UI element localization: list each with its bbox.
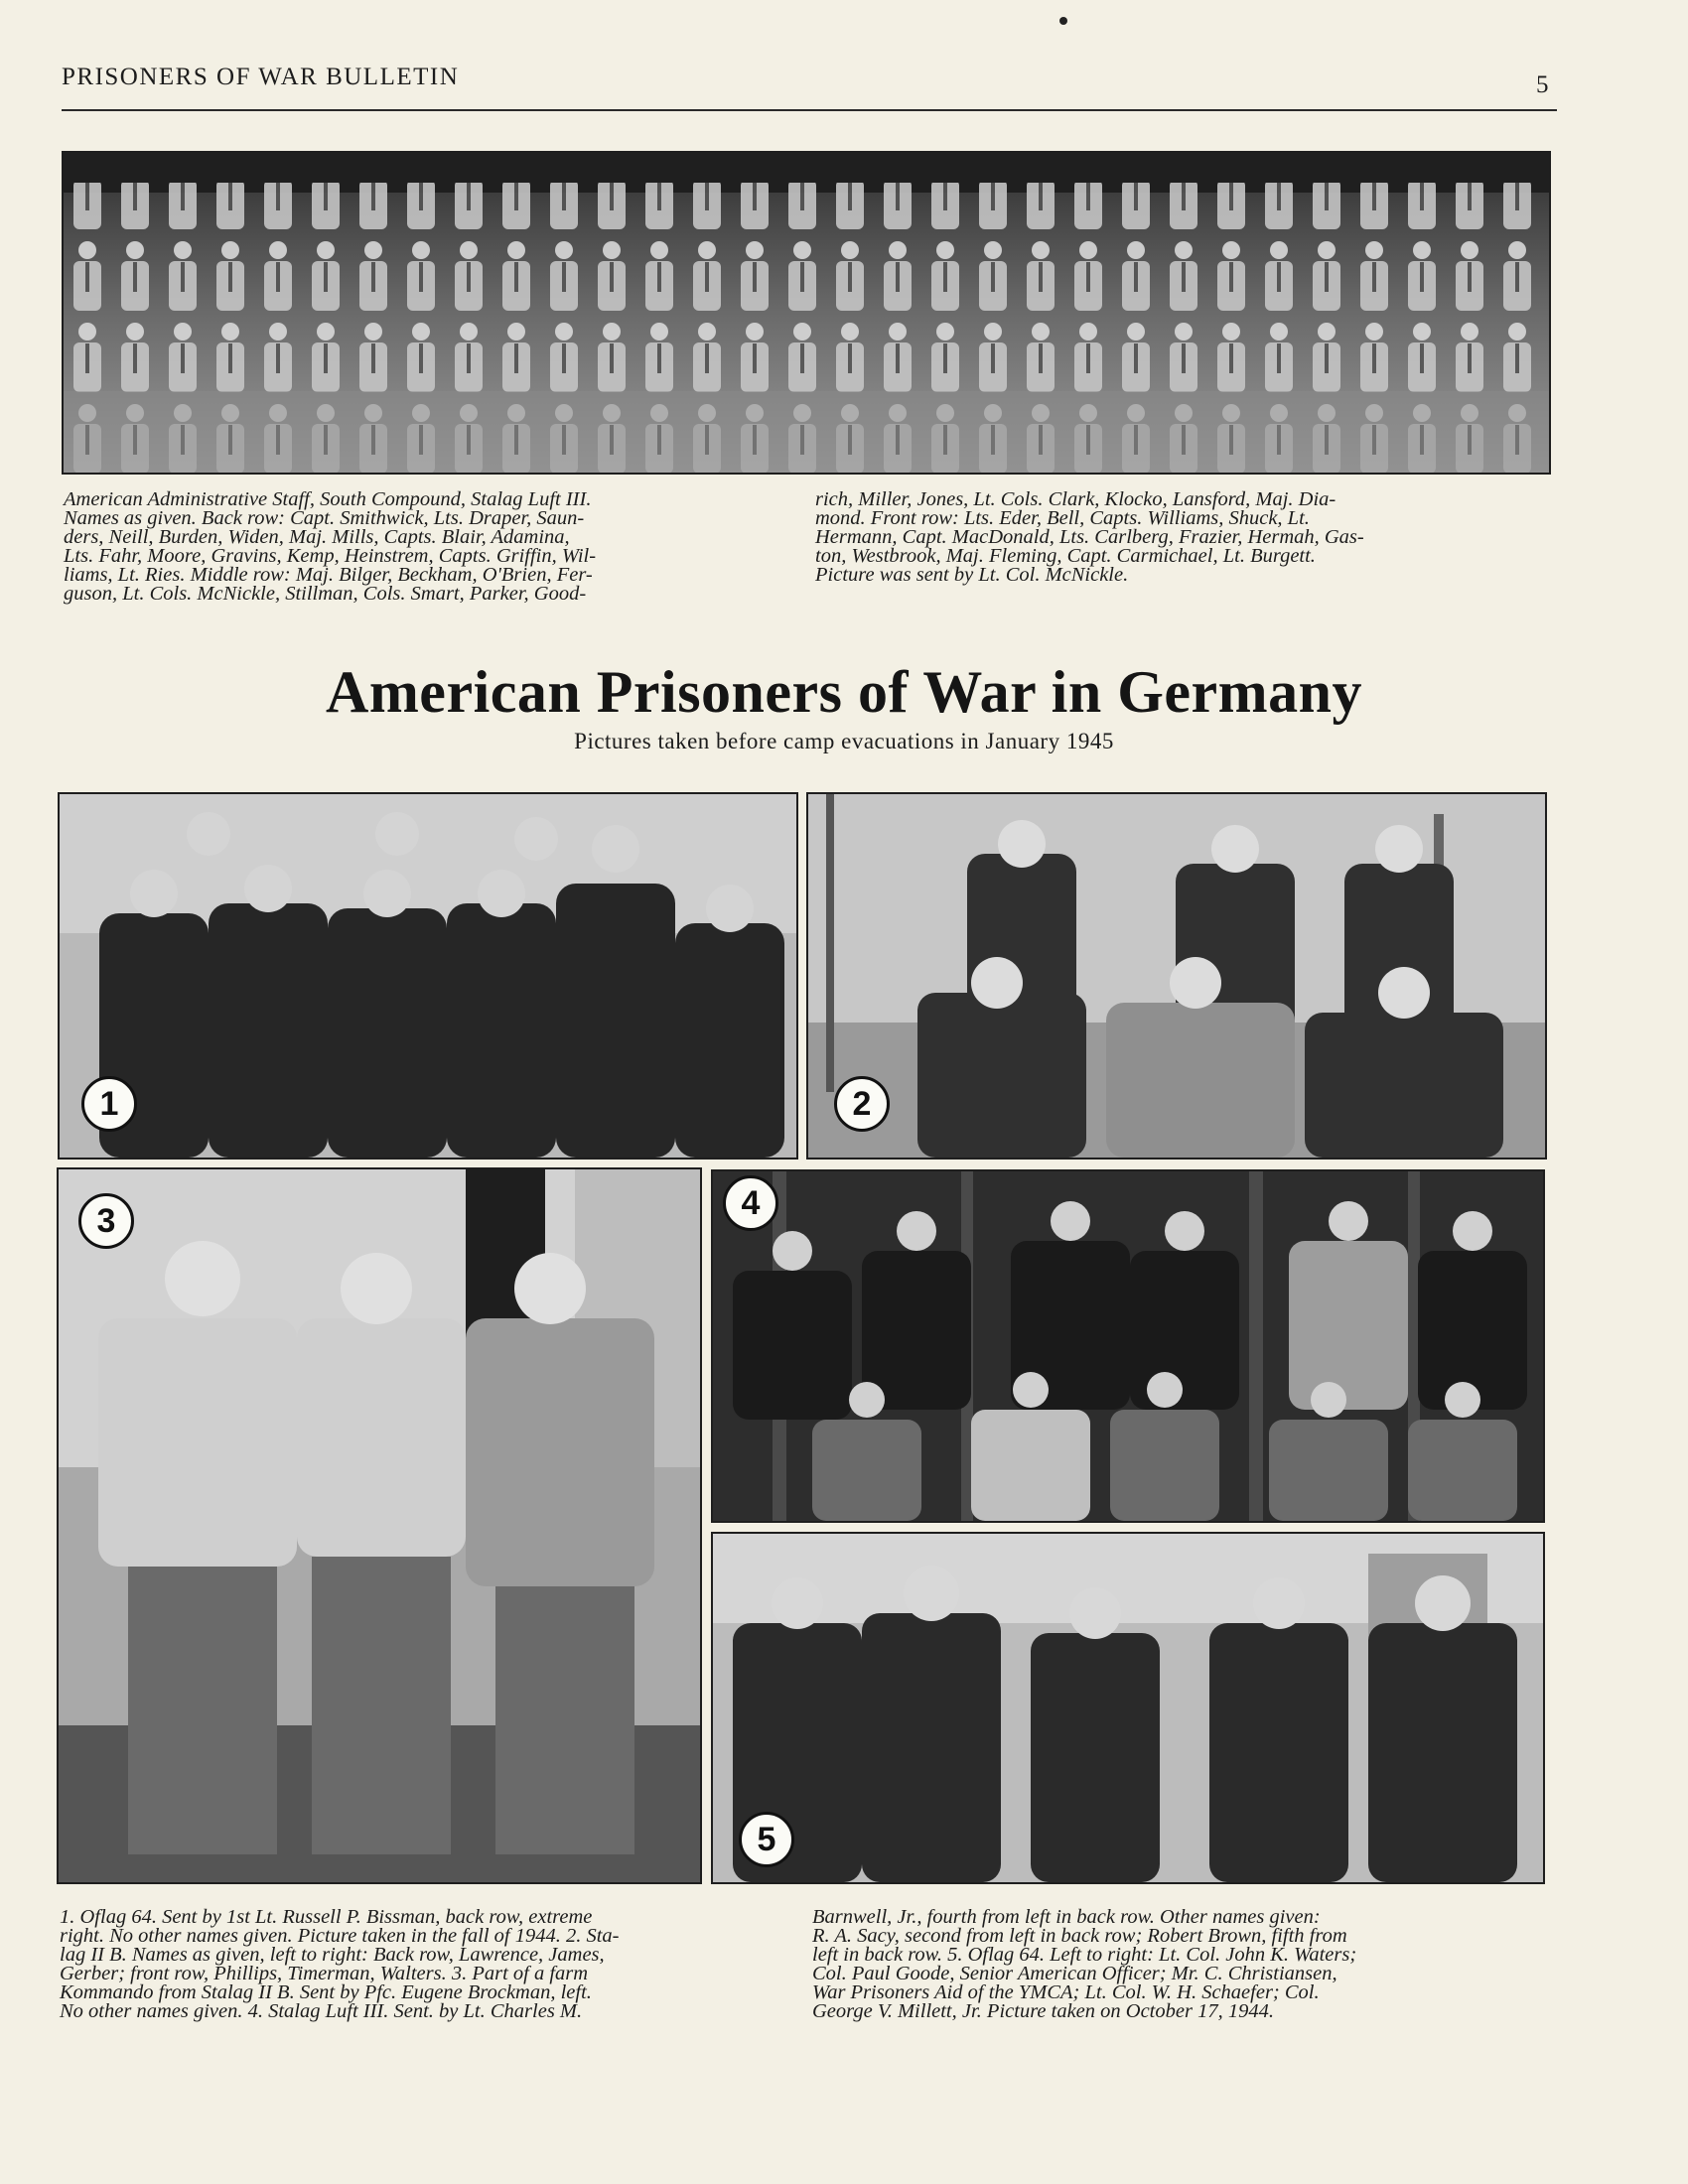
caption-line: Picture was sent by Lt. Col. McNickle.	[815, 564, 1129, 586]
caption-line: Hermann, Capt. MacDonald, Lts. Carlberg, Frazier, Hermah, Gas-	[815, 526, 1364, 548]
caption-line: rich, Miller, Jones, Lt. Cols. Clark, Klocko, Lansford, Maj. Dia-	[815, 488, 1336, 510]
photo-2-stalag-ii-b	[806, 792, 1547, 1160]
caption-line: right. No other names given. Picture taken in the fall of 1944. 2. Sta-	[60, 1925, 620, 1947]
caption-line: Barnwell, Jr., fourth from left in back row. Other names given:	[812, 1906, 1321, 1928]
caption-line: George V. Millett, Jr. Picture taken on October 17, 1944.	[812, 2000, 1274, 2022]
caption-line: American Administrative Staff, South Compound, Stalag Luft III.	[64, 488, 592, 510]
bottom-caption-right	[812, 1908, 1540, 2021]
caption-line: left in back row. 5. Oflag 64. Left to right: Lt. Col. John K. Waters;	[812, 1944, 1357, 1966]
photo-5-oflag-64-officers	[711, 1532, 1545, 1884]
caption-line: Lts. Fahr, Moore, Gravins, Kemp, Heinstrem, Capts. Griffin, Wil-	[64, 545, 597, 567]
photo-number-badge: 5	[739, 1812, 794, 1867]
caption-line: Names as given. Back row: Capt. Smithwick, Lts. Draper, Saun-	[64, 507, 585, 529]
caption-line: ton, Westbrook, Maj. Fleming, Capt. Carmichael, Lt. Burgett.	[815, 545, 1316, 567]
caption-line: War Prisoners Aid of the YMCA; Lt. Col. W. H. Schaefer; Col.	[812, 1981, 1320, 2003]
article-subtitle: Pictures taken before camp evacuations in January 1945	[574, 729, 1114, 753]
top-caption-right	[815, 490, 1540, 585]
caption-line: No other names given. 4. Stalag Luft III. Sent. by Lt. Charles M.	[60, 2000, 583, 2022]
running-head: PRISONERS OF WAR BULLETIN	[62, 64, 460, 90]
caption-line: liams, Lt. Ries. Middle row: Maj. Bilger, Beckham, O'Brien, Fer-	[64, 564, 593, 586]
caption-line: guson, Lt. Cols. McNickle, Stillman, Cols. Smart, Parker, Good-	[64, 583, 587, 605]
caption-line: 1. Oflag 64. Sent by 1st Lt. Russell P. Bissman, back row, extreme	[60, 1906, 593, 1928]
page-number: 5	[1536, 71, 1549, 98]
photo-number-badge: 3	[78, 1193, 134, 1249]
top-caption-left	[64, 490, 785, 604]
caption-line: Gerber; front row, Phillips, Timerman, Walters. 3. Part of a farm	[60, 1963, 589, 1984]
bottom-caption-left	[60, 1908, 776, 2021]
photo-3-farm-kommando	[57, 1167, 702, 1884]
photo-number-badge: 1	[81, 1076, 137, 1132]
article-title: American Prisoners of War in Germany	[326, 659, 1362, 725]
photo-number-badge: 4	[723, 1175, 778, 1231]
print-speck	[1059, 17, 1067, 25]
caption-line: ders, Neill, Burden, Widen, Maj. Mills, Capts. Blair, Adamina,	[64, 526, 570, 548]
caption-line: R. A. Sacy, second from left in back row; Robert Brown, fifth from	[812, 1925, 1347, 1947]
header-rule	[62, 109, 1557, 111]
photo-1-oflag-64	[58, 792, 798, 1160]
photo-4-stalag-luft-iii	[711, 1169, 1545, 1523]
group-photo-administrative-staff	[62, 151, 1551, 475]
photo-number-badge: 2	[834, 1076, 890, 1132]
caption-line: Col. Paul Goode, Senior American Officer; Mr. C. Christiansen,	[812, 1963, 1337, 1984]
caption-line: Kommando from Stalag II B. Sent by Pfc. Eugene Brockman, left.	[60, 1981, 592, 2003]
caption-line: lag II B. Names as given, left to right: Back row, Lawrence, James,	[60, 1944, 605, 1966]
caption-line: mond. Front row: Lts. Eder, Bell, Capts. Williams, Shuck, Lt.	[815, 507, 1310, 529]
